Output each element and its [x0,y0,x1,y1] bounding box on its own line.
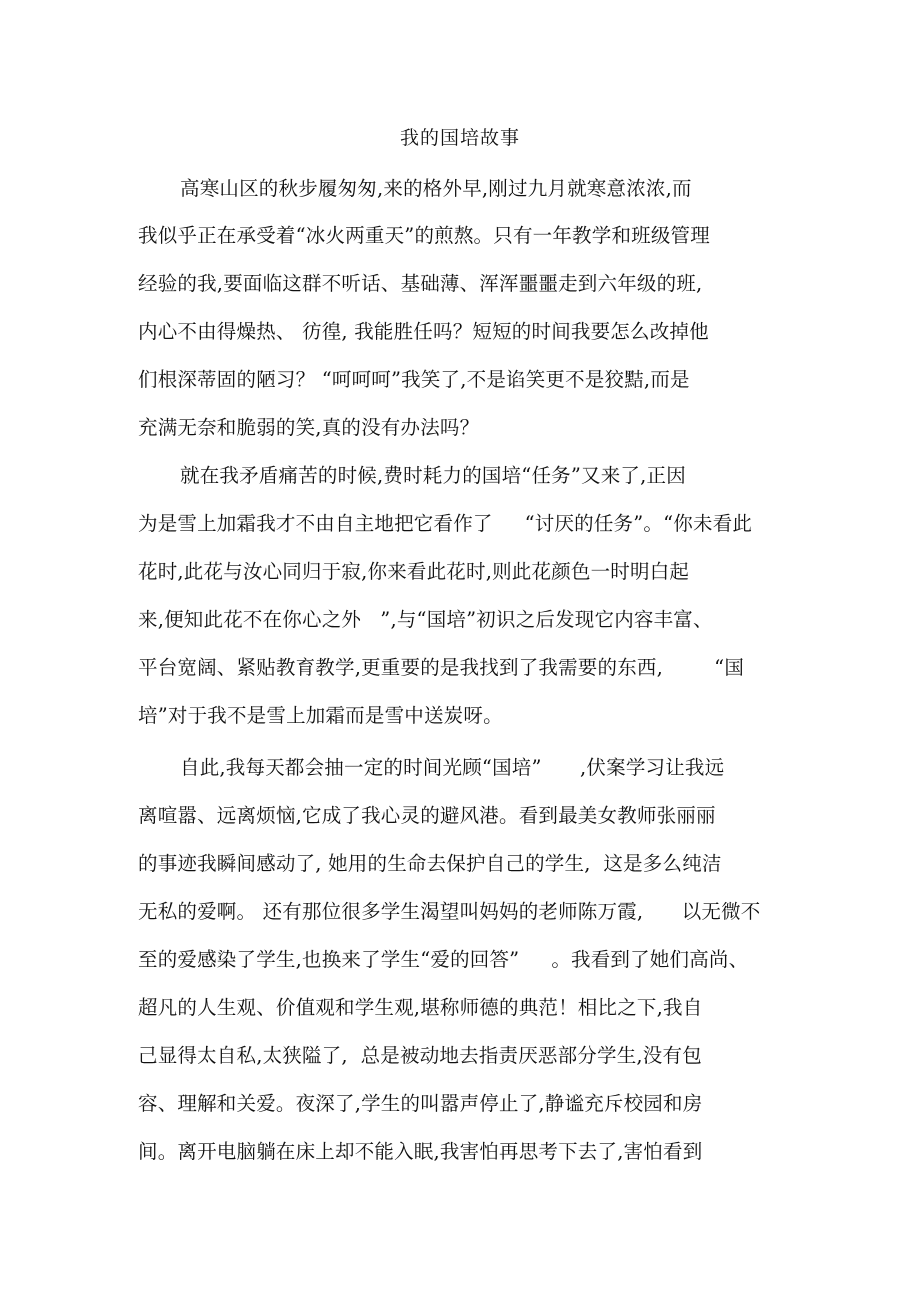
paragraph-3-line-9: 间。离开电脑躺在床上却不能入眠,我害怕再思考下去了,害怕看到 [138,1140,703,1163]
paragraph-3-line-4: 无私的爱啊。 还有那位很多学生渴望叫妈妈的老师陈万霞, 以无微不 [138,900,761,923]
paragraph-2-line-6: 培”对于我不是雪上加霜而是雪中送炭呀。 [138,704,503,727]
paragraph-2-line-3: 花时,此花与汝心同归于寂,你来看此花时,则此花颜色一时明白起 [138,560,690,583]
paragraph-2-line-2: 为是雪上加霜我才不由自主地把它看作了 “讨厌的任务”。“你未看此 [138,512,753,535]
paragraph-1-line-6: 充满无奈和脆弱的笑,真的没有办法吗？ [138,416,480,439]
paragraph-3-line-8: 容、理解和关爱。夜深了,学生的叫嚣声停止了,静谧充斥校园和房 [138,1092,703,1115]
paragraph-3-line-5: 至的爱感染了学生,也换来了学生“爱的回答” 。我看到了她们高尚、 [138,948,749,971]
paragraph-2-line-4: 来,便知此花不在你心之外 ”,与“国培”初识之后发现它内容丰富、 [138,608,713,631]
paragraph-1-line-1: 高寒山区的秋步履匆匆,来的格外早,刚过九月就寒意浓浓,而 [180,177,692,200]
paragraph-3-line-1: 自此,我每天都会抽一定的时间光顾“国培” ,伏案学习让我远 [180,756,725,779]
paragraph-3-line-7: 己显得太自私,太狭隘了, 总是被动地去指责厌恶部分学生,没有包 [138,1044,702,1067]
paragraph-2-line-1: 就在我矛盾痛苦的时候,费时耗力的国培“任务”又来了,正因 [180,464,686,487]
paragraph-1-line-3: 经验的我,要面临这群不听话、基础薄、浑浑噩噩走到六年级的班, [138,272,703,295]
paragraph-1-line-5: 们根深蒂固的陋习？ “呵呵呵”我笑了,不是谄笑更不是狡黠,而是 [138,368,690,391]
paragraph-1-line-2: 我似乎正在承受着“冰火两重天”的煎熬。只有一年教学和班级管理 [138,224,710,247]
paragraph-2-line-5: 平台宽阔、紧贴教育教学,更重要的是我找到了我需要的东西, “国 [138,656,745,679]
paragraph-1-line-4: 内心不由得燥热、 彷徨, 我能胜任吗？短短的时间我要怎么改掉他 [138,320,709,343]
paragraph-3-line-3: 的事迹我瞬间感动了, 她用的生命去保护自己的学生, 这是多么纯洁 [138,852,722,875]
paragraph-3-line-2: 离喧嚣、远离烦恼,它成了我心灵的避风港。看到最美女教师张丽丽 [138,804,716,827]
paragraph-3-line-6: 超凡的人生观、价值观和学生观,堪称师德的典范！相比之下,我自 [138,996,703,1019]
document-title: 我的国培故事 [399,127,520,149]
